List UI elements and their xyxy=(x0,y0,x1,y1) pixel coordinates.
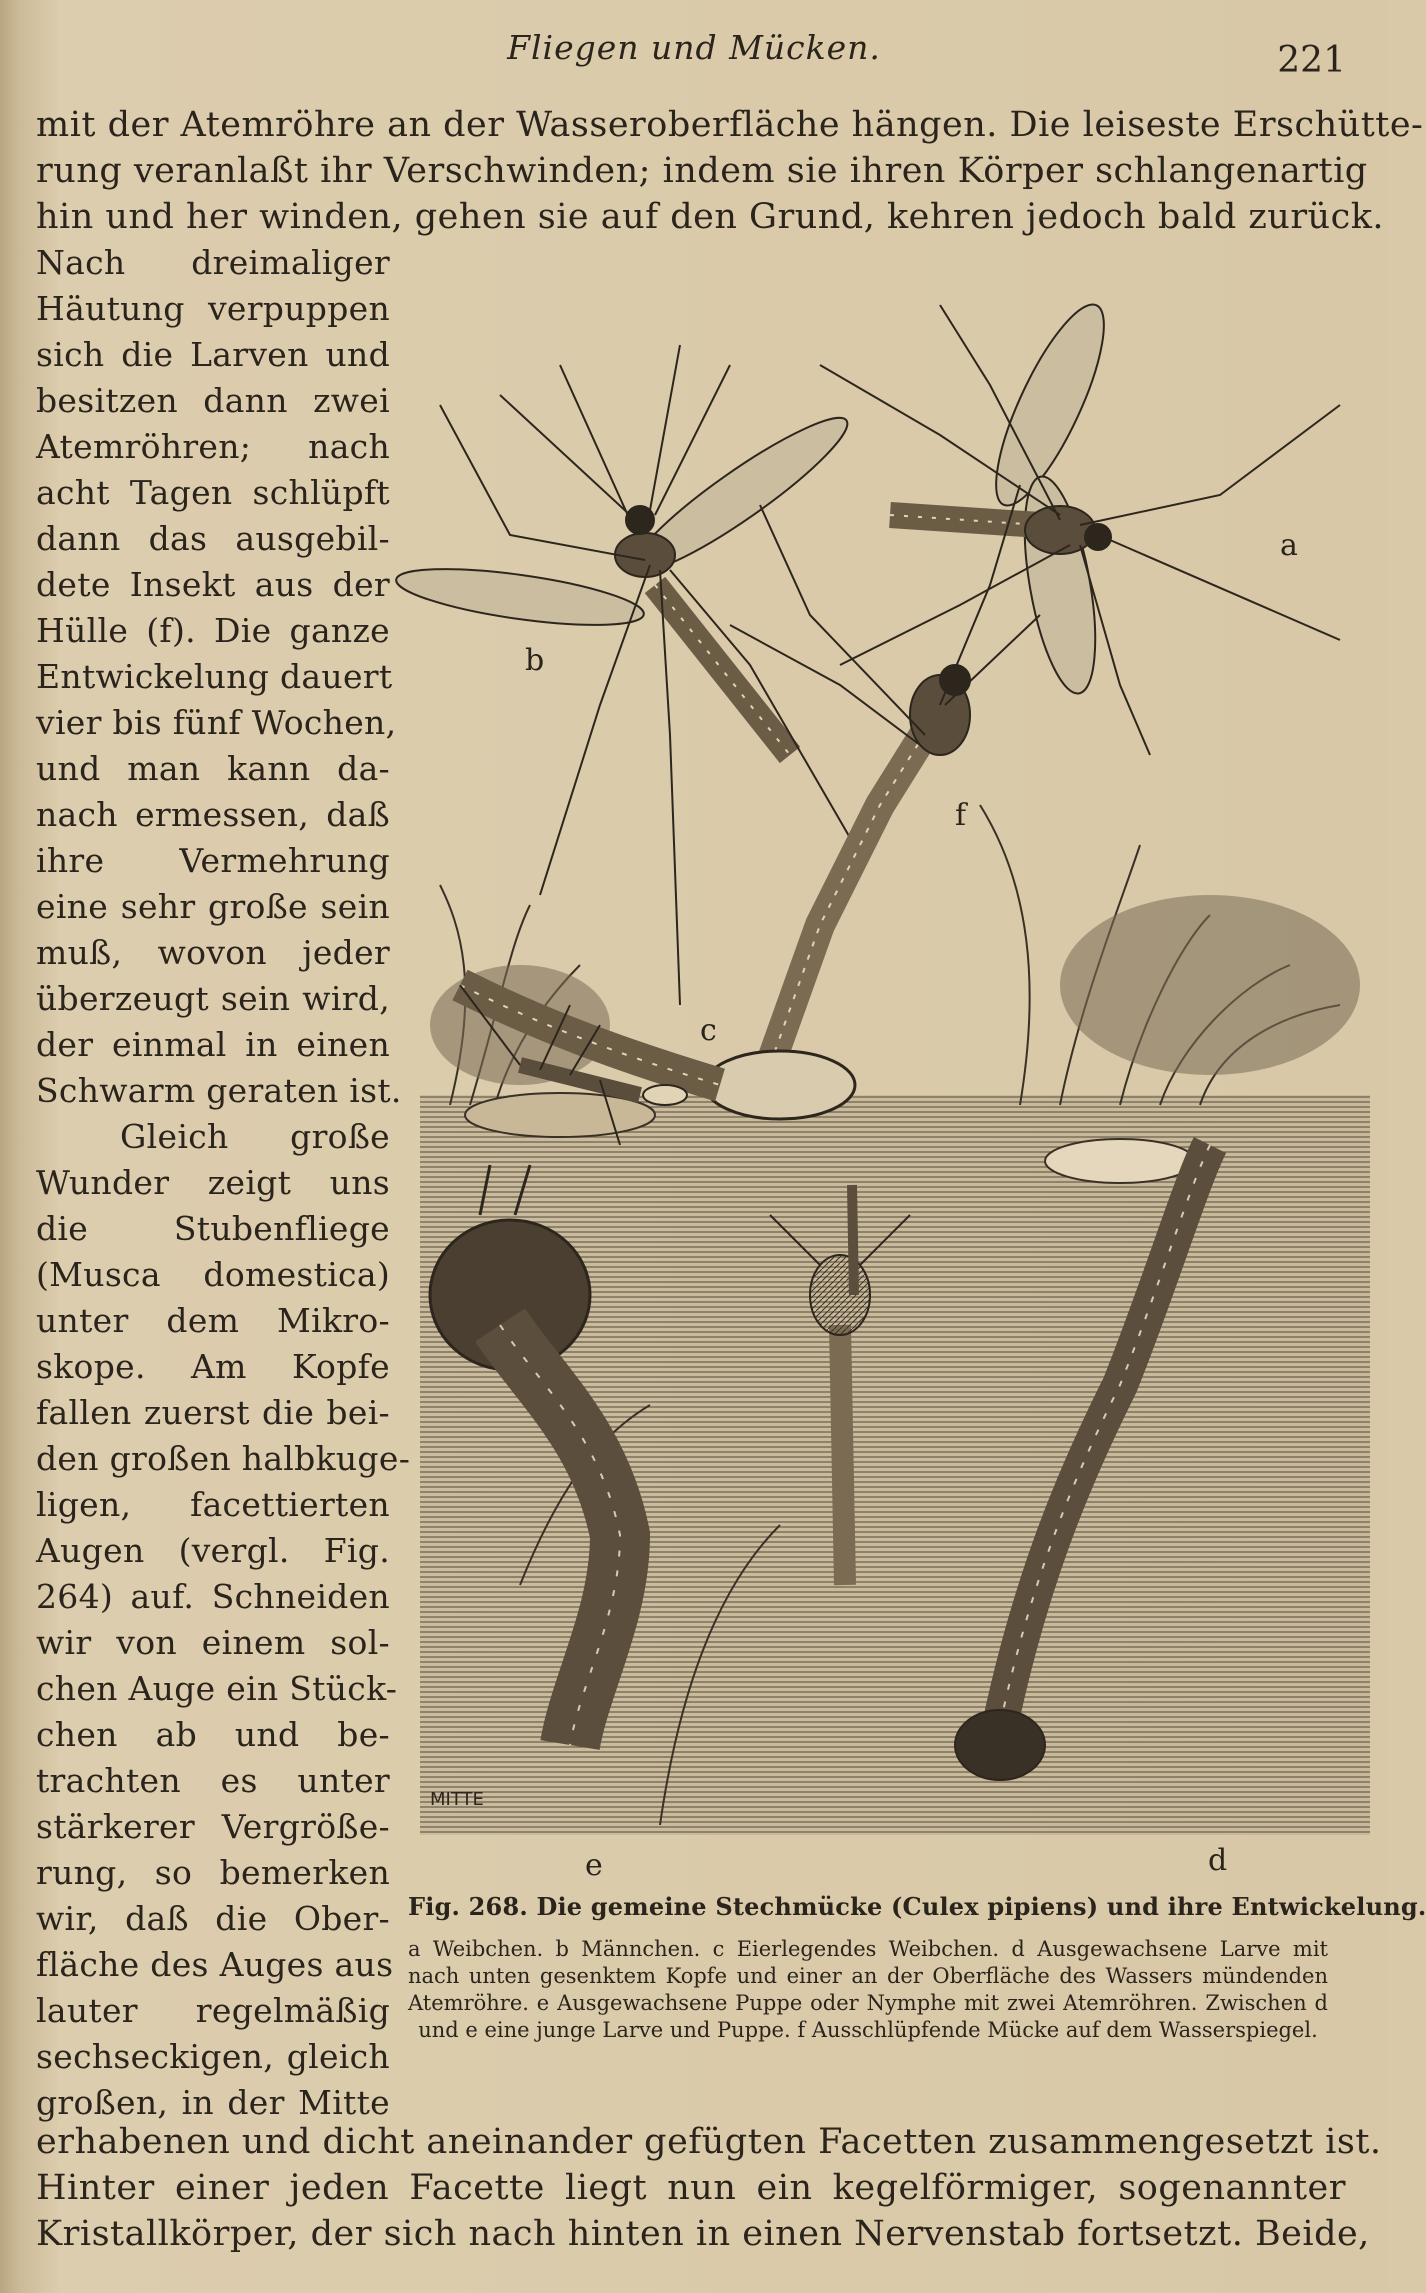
text-line: unter dem Mikro- xyxy=(36,1301,390,1340)
text-line: der einmal in einen xyxy=(36,1025,390,1064)
text-line: Entwickelung dauert xyxy=(36,657,393,696)
text-line: lauter regelmäßig xyxy=(36,1991,390,2030)
text-line: Nach dreimaliger xyxy=(36,243,390,282)
text-line: acht Tagen schlüpft xyxy=(36,473,390,512)
text-line: mit der Atemröhre an der Wasseroberfläche hängen. Die leiseste Erschütte- xyxy=(36,105,1424,145)
figure-label-a: a xyxy=(1280,528,1298,563)
figure-caption-title: Fig. 268. Die gemeine Stechmücke (Culex pipiens) und ihre Entwickelung. xyxy=(408,1892,1426,1921)
text-line: wir, daß die Ober- xyxy=(36,1899,390,1938)
text-line: die Stubenfliege xyxy=(36,1209,390,1248)
text-line: trachten es unter xyxy=(36,1761,390,1800)
page-number: 221 xyxy=(1277,40,1346,81)
text-line: 264) auf. Schneiden xyxy=(36,1577,390,1616)
mosquito-illustration xyxy=(420,285,1370,1883)
figure-label-c: c xyxy=(700,1013,717,1048)
figure-caption-body: a Weibchen. b Männchen. c Eierlegendes Weibchen. d Ausgewachsene Larve mit nach unten gesenktem Kopfe und einer an der Oberfläche des Wassers mündenden Atemröhre. e Ausgewachsene Puppe oder Nymphe mit zwei Atemröhren. Zwischen d und e eine junge Larve und Puppe. f Ausschlüpfende Mücke auf dem Wasserspiegel. xyxy=(408,1937,1328,2042)
text-line: Häutung verpuppen xyxy=(36,289,390,328)
running-title: Fliegen und Mücken. xyxy=(507,28,881,67)
text-line: sechseckigen, gleich xyxy=(36,2037,390,2076)
figure-label-d: d xyxy=(1208,1843,1228,1878)
text-line: skope. Am Kopfe xyxy=(36,1347,390,1386)
artist-signature: MITTE xyxy=(430,1789,484,1810)
text-line: dann das ausgebil- xyxy=(36,519,390,558)
text-line: besitzen dann zwei xyxy=(36,381,390,420)
text-line: ligen, facettierten xyxy=(36,1485,390,1524)
text-line: ihre Vermehrung xyxy=(36,841,390,880)
text-line: stärkerer Vergröße- xyxy=(36,1807,390,1846)
text-line: (Musca domestica) xyxy=(36,1255,390,1294)
text-line: chen ab und be- xyxy=(36,1715,390,1754)
text-line: vier bis fünf Wochen, xyxy=(36,703,397,742)
text-line: sich die Larven und xyxy=(36,335,390,374)
text-line: Kristallkörper, der sich nach hinten in einen Nervenstab fortsetzt. Beide, xyxy=(36,2214,1370,2254)
text-line: den großen halbkuge- xyxy=(36,1439,411,1478)
figure-label-b: b xyxy=(525,643,545,678)
text-line: erhabenen und dicht aneinander gefügten Facetten zusammengesetzt ist. xyxy=(36,2122,1382,2162)
text-line: nach ermessen, daß xyxy=(36,795,390,834)
text-line: eine sehr große sein xyxy=(36,887,390,926)
text-line: hin und her winden, gehen sie auf den Grund, kehren jedoch bald zurück. xyxy=(36,197,1385,237)
text-line: Hülle (f). Die ganze xyxy=(36,611,390,650)
text-line: chen Auge ein Stück- xyxy=(36,1669,398,1708)
text-line: wir von einem sol- xyxy=(36,1623,390,1662)
text-line: überzeugt sein wird, xyxy=(36,979,390,1018)
text-line: Hinter einer jeden Facette liegt nun ein kegelförmiger, sogenannter xyxy=(36,2168,1346,2208)
text-line: fläche des Auges aus xyxy=(36,1945,394,1984)
text-line: muß, wovon jeder xyxy=(36,933,390,972)
text-line: rung veranlaßt ihr Verschwinden; indem sie ihren Körper schlangenartig xyxy=(36,151,1368,191)
text-line: fallen zuerst die bei- xyxy=(36,1393,390,1432)
text-line: Schwarm geraten ist. xyxy=(36,1071,402,1110)
mosquito-b xyxy=(393,345,860,1005)
small-larva xyxy=(852,1185,854,1295)
text-line: und man kann da- xyxy=(36,749,390,788)
text-line: Atemröhren; nach xyxy=(36,427,390,466)
text-line: rung, so bemerken xyxy=(36,1853,390,1892)
text-line: großen, in der Mitte xyxy=(36,2083,390,2122)
figure-label-e: e xyxy=(585,1848,603,1883)
mosquito-a xyxy=(820,293,1340,755)
text-line: Augen (vergl. Fig. xyxy=(36,1531,390,1570)
text-line: Wunder zeigt uns xyxy=(36,1163,390,1202)
text-line: Gleich große xyxy=(120,1117,390,1156)
figure-label-f: f xyxy=(955,798,967,833)
text-line: dete Insekt aus der xyxy=(36,565,390,604)
